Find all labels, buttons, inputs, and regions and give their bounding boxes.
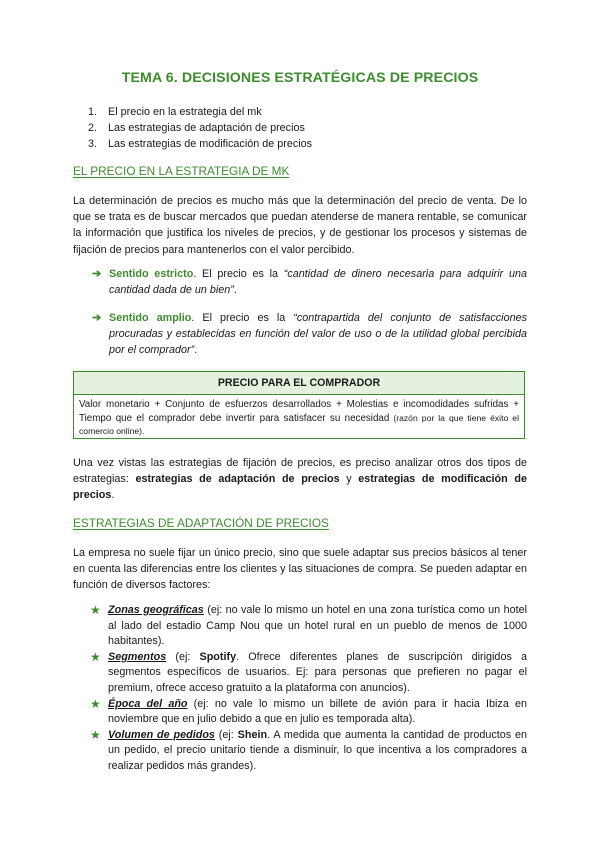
followup-text: Una vez vistas las estrategias de fijación de precios, es preciso analizar otros dos tipos de estrategias:: [73, 457, 527, 486]
toc-item-number: 2.: [88, 122, 98, 134]
followup-strategy-1: estrategias de adaptación de precios: [135, 473, 340, 486]
toc-item: [88, 120, 312, 136]
factor-example: Shein: [237, 728, 268, 741]
factor-text: (ej: no vale lo mismo un hotel en una zona turística como un hotel al lado del estadio Camp Nou que un hotel rural en un pueblo de menos de 1000 habitantes).: [108, 604, 527, 648]
list-item: [90, 728, 527, 775]
followup-end: .: [111, 489, 115, 502]
toc-item: [88, 136, 312, 152]
term-strict: Sentido estricto: [109, 268, 194, 280]
list-item: [90, 603, 527, 650]
definition-text: . El precio es la: [193, 268, 284, 280]
definition-broad: [92, 310, 527, 359]
buyer-price-box: [73, 371, 525, 439]
table-of-contents: [88, 104, 312, 152]
toc-item-label: El precio en la estrategia del mk: [108, 106, 262, 118]
arrow-icon: ➔: [92, 268, 102, 280]
factor-text-end: . A medida que aumenta la cantidad de productos en un pedido, el precio unitario tiende a disminuir, lo que incentiva a los compradores a realizar pedidos más grandes).: [108, 728, 528, 772]
factor-keyword: Zonas geográficas: [108, 604, 204, 616]
factor-text: (ej:: [214, 728, 238, 741]
definition-strict: [92, 266, 527, 298]
definition-text: . El precio es la: [191, 312, 294, 324]
section-heading-adaptacion: ESTRATEGIAS DE ADAPTACIÓN DE PRECIOS: [73, 516, 329, 530]
factor-keyword: Segmentos: [108, 650, 167, 663]
star-icon: ★: [90, 603, 101, 617]
definition-quote: “cantidad de dinero necesaria para adquirir una cantidad dada de un bien”: [109, 268, 528, 297]
section1-intro: La determinación de precios es mucho más que la determinación del precio de venta. De lo que se trata es de buscar mercados que puedan atenderse de manera rentable, se comunicar la información que justifica los niveles de precios, y de gestionar los procesos y sistemas de fijación de precios para mantenerlos con el valor percibido.: [73, 195, 527, 256]
definition-end: .: [233, 284, 237, 297]
box-note: (razón por la que tiene éxito el comercio online).: [79, 412, 519, 436]
section2-intro: La empresa no suele fijar un único precio, sino que suele adaptar sus precios básicos al tener en cuenta las diferencias entre los clientes y las situaciones de compra. Se pueden adaptar en función de diversos factores:: [73, 547, 527, 592]
factor-example: Spotify: [199, 650, 237, 663]
toc-item: [88, 104, 312, 120]
list-item: [90, 650, 527, 697]
toc-item-label: Las estrategias de adaptación de precios: [108, 122, 305, 134]
factor-list: [90, 603, 527, 775]
toc-item-label: Las estrategias de modificación de precios: [108, 138, 313, 150]
factor-keyword: Volumen de pedidos: [108, 728, 215, 741]
page-title: TEMA 6. DECISIONES ESTRATÉGICAS DE PRECIOS: [121, 70, 479, 86]
box-header: PRECIO PARA EL COMPRADOR: [74, 372, 524, 395]
factor-keyword: Época del año: [108, 697, 188, 710]
followup-connector: y: [339, 473, 359, 486]
arrow-icon: ➔: [92, 312, 102, 324]
definition-quote: “contrapartida del conjunto de satisfacciones procuradas y establecidas en función del valor de uso o de la utilidad global percibida por el comprador”: [109, 312, 527, 357]
definition-end: .: [194, 344, 198, 357]
factor-text: (ej: no vale lo mismo un billete de avión para ir hacia Ibiza en noviembre que en julio debido a que en julio es temporada alta).: [108, 697, 527, 726]
toc-item-number: 1.: [88, 106, 98, 118]
list-item: [90, 697, 527, 728]
section-heading-precio: EL PRECIO EN LA ESTRATEGIA DE MK: [73, 164, 290, 178]
followup-paragraph: [73, 455, 527, 504]
followup-strategy-2: estrategias de modificación de precios: [73, 473, 527, 502]
term-broad: Sentido amplio: [109, 312, 192, 324]
star-icon: ★: [90, 649, 101, 664]
star-icon: ★: [90, 696, 101, 711]
factor-text: (ej:: [166, 650, 200, 663]
toc-item-number: 3.: [88, 138, 98, 150]
box-body-text: Valor monetario + Conjunto de esfuerzos desarrollados + Molestias e incomodidades sufridas + Tiempo que el comprador debe invertir para satisfacer su necesidad: [79, 399, 519, 424]
star-icon: ★: [90, 727, 101, 742]
box-body: [74, 395, 524, 439]
factor-text-end: . Ofrece diferentes planes de suscripción dirigidos a segmentos específicos de usuarios. Ej: para personas que prefieren no pagar el premium, ofrece acceso gratuito a la plataforma con anuncios).: [108, 650, 527, 694]
